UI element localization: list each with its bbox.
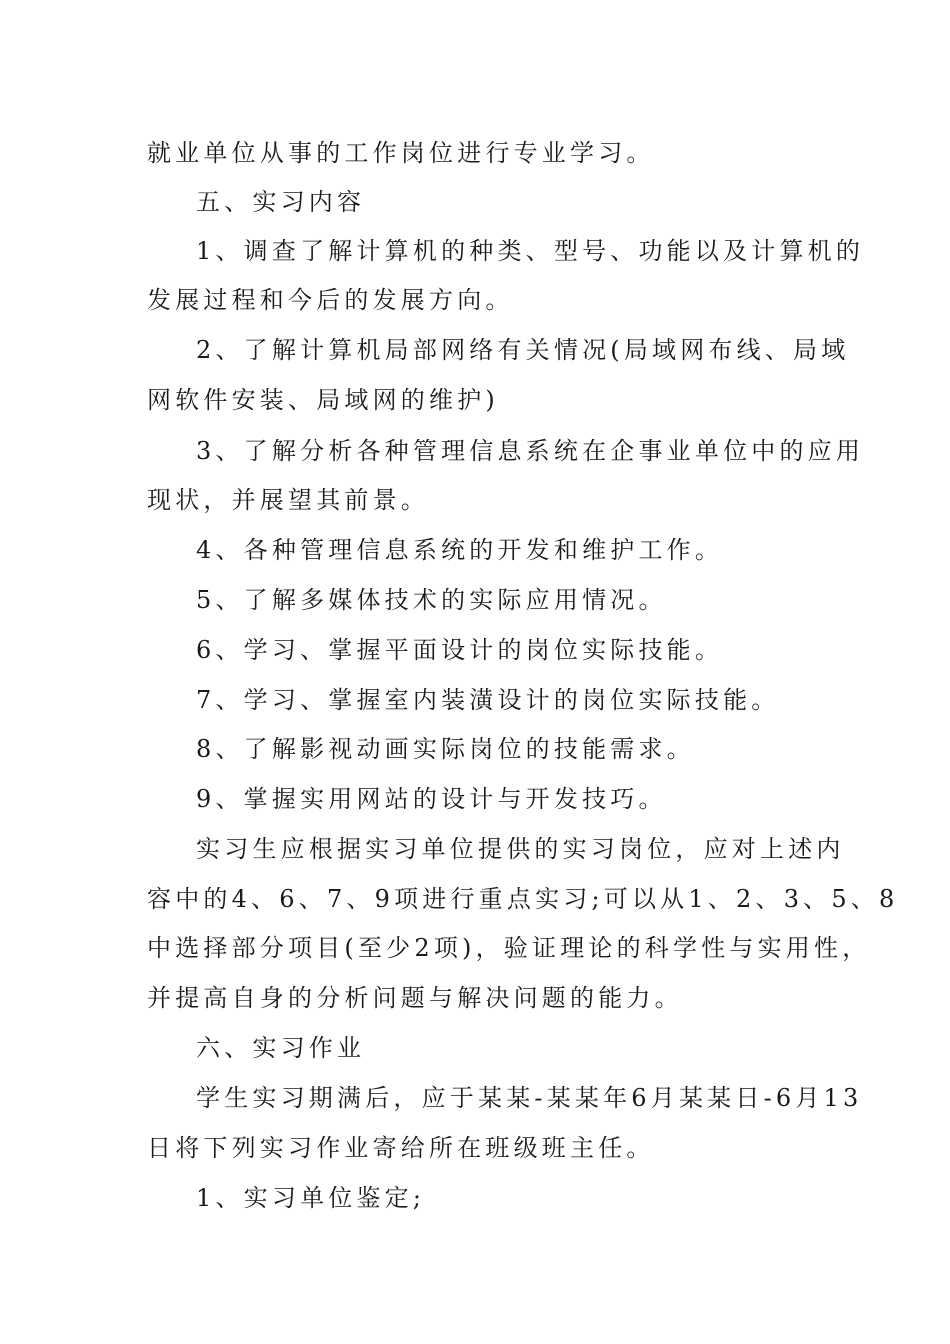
list-item-6: 6、学习、掌握平面设计的岗位实际技能。 [196,636,724,664]
paragraph-line-3: 中选择部分项目(至少2项)，验证理论的科学性与实用性， [147,934,871,962]
list-item-3-line-1: 3、了解分析各种管理信息系统在企事业单位中的应用 [196,437,865,465]
paragraph-line-2: 容中的4、6、7、9项进行重点实习;可以从1、2、3、5、8 [147,885,899,913]
section-heading-6: 六、实习作业 [196,1034,366,1062]
list-item-4: 4、各种管理信息系统的开发和维护工作。 [196,536,724,564]
list-item-3-line-2: 现状，并展望其前景。 [147,486,429,514]
list-item-1-line-1: 1、调查了解计算机的种类、型号、功能以及计算机的 [196,237,865,265]
paragraph-2-line-2: 日将下列实习作业寄给所在班级班主任。 [147,1134,655,1162]
paragraph-line-4: 并提高自身的分析问题与解决问题的能力。 [147,984,683,1012]
list-item-8: 8、了解影视动画实际岗位的技能需求。 [196,735,695,763]
list-item-9: 9、掌握实用网站的设计与开发技巧。 [196,785,667,813]
paragraph-2-line-1: 学生实习期满后，应于某某-某某年6月某某日-6月13 [196,1084,863,1112]
assignment-item-1: 1、实习单位鉴定; [196,1184,426,1212]
body-line-1: 就业单位从事的工作岗位进行专业学习。 [147,139,655,167]
list-item-2-line-2: 网软件安装、局域网的维护) [147,386,499,414]
list-item-2-line-1: 2、了解计算机局部网络有关情况(局域网布线、局域 [196,336,850,364]
list-item-1-line-2: 发展过程和今后的发展方向。 [147,286,514,314]
list-item-5: 5、了解多媒体技术的实际应用情况。 [196,586,667,614]
list-item-7: 7、学习、掌握室内装潢设计的岗位实际技能。 [196,686,780,714]
paragraph-line-1: 实习生应根据实习单位提供的实习岗位，应对上述内 [196,835,845,863]
section-heading-5: 五、实习内容 [196,188,366,216]
